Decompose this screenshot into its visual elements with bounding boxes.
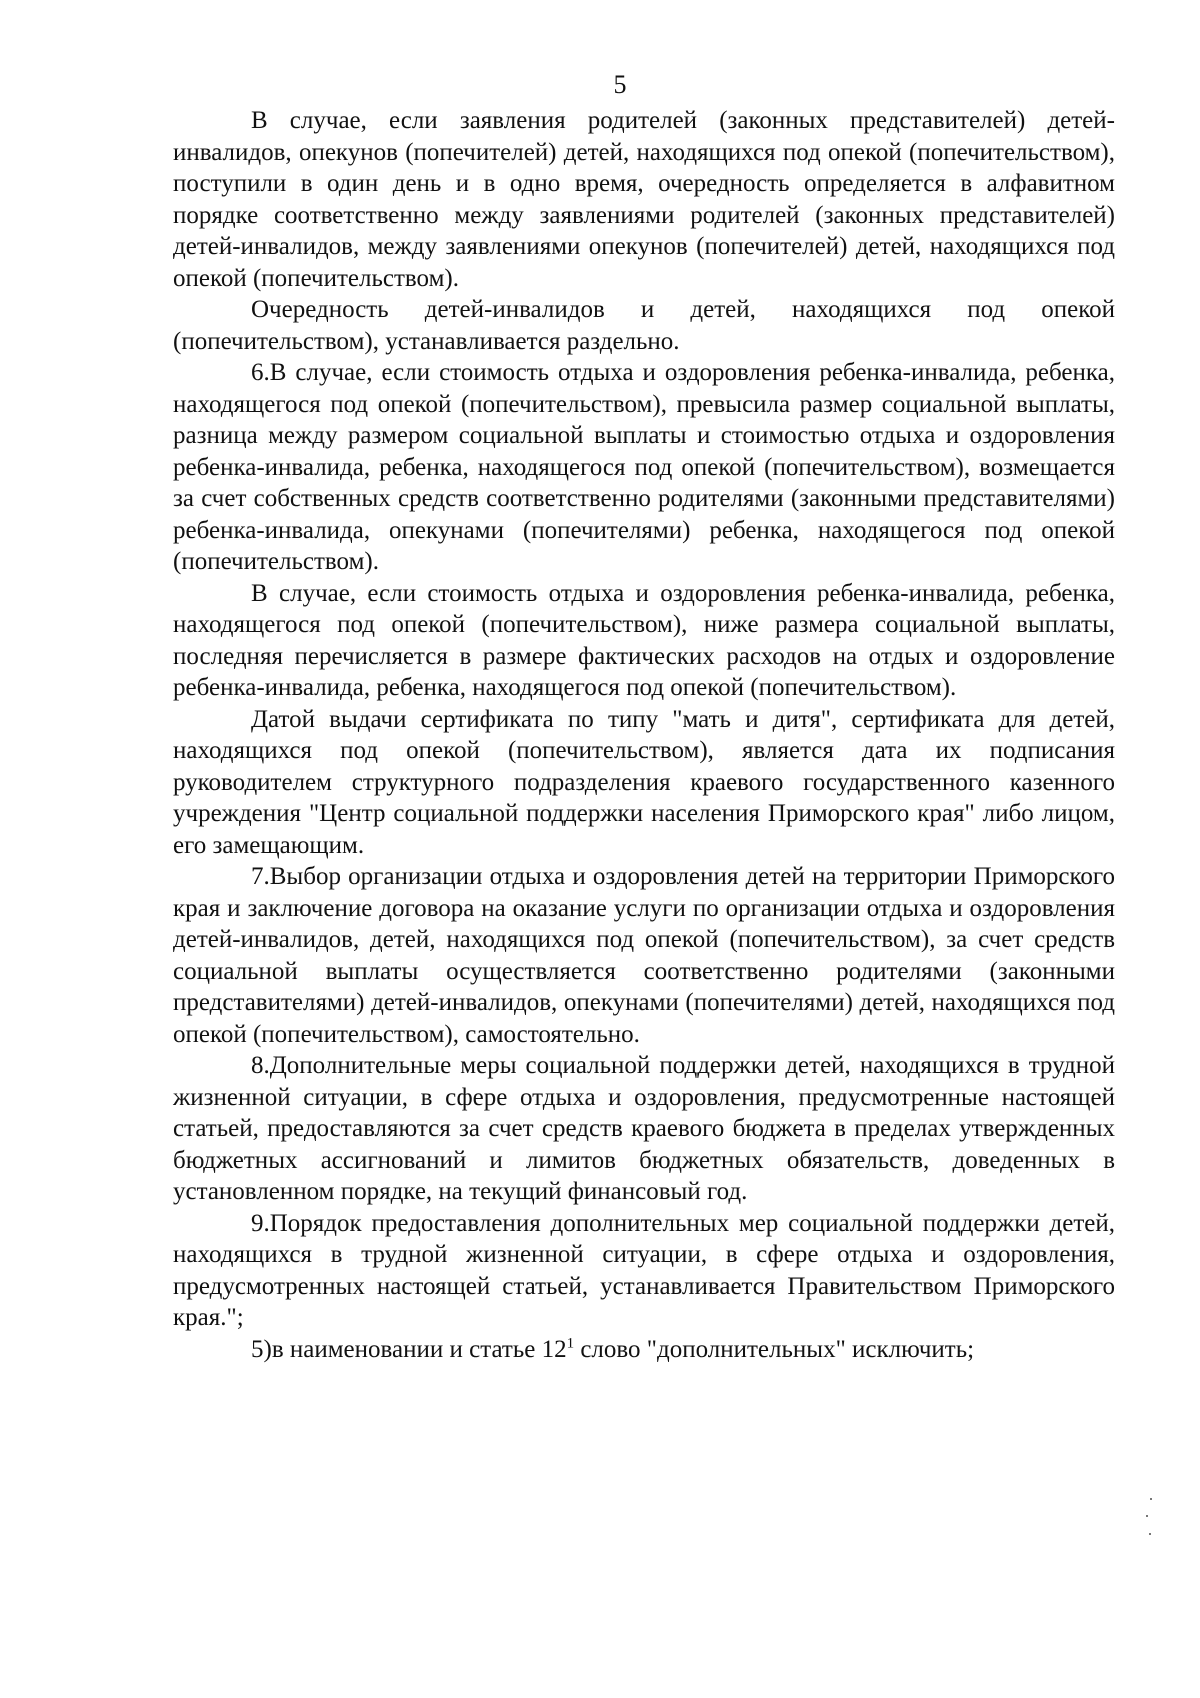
scan-speck bbox=[1150, 1498, 1152, 1500]
paragraph-item-7: 7.Выбор организации отдыха и оздоровления детей на территории Приморского края и заключение договора на оказание услуги по организации отдыха и оздоровления детей-инвалидов, детей, находящихся под опекой (попечительством), за счет средств социальной выплаты осуществляется соответственно родителями (законными представителями) детей-инвалидов, опекунами (попечителями) детей, находящихся под опекой (попечительством), самостоятельно. bbox=[173, 863, 1115, 1048]
paragraph-5: Датой выдачи сертификата по типу "мать и дитя", сертификата для детей, находящихся под опекой (попечительством), является дата их подписания руководителем структурного подразделения краевого государственного казенного учреждения "Центр социальной поддержки населения Приморского края" либо лицом, его замещающим. bbox=[173, 705, 1115, 859]
paragraph-item-9: 9.Порядок предоставления дополнительных мер социальной поддержки детей, находящихся в трудной жизненной ситуации, в сфере отдыха и оздоровления, предусмотренных настоящей статьей, устанавливается Правительством Приморского края."; bbox=[173, 1209, 1115, 1331]
paragraph-4: В случае, если стоимость отдыха и оздоровления ребенка-инвалида, ребенка, находящегося под опекой (попечительством), ниже размера социальной выплаты, последняя перечисляется в размере фактических расходов на отдых и оздоровление ребенка-инвалида, ребенка, находящегося под опекой (попечительством). bbox=[173, 579, 1115, 701]
page-number: 5 bbox=[613, 70, 627, 99]
scan-speck bbox=[1149, 1533, 1151, 1535]
paragraph-2: Очередность детей-инвалидов и детей, находящихся под опекой (попечительством), устанавливается раздельно. bbox=[173, 296, 1115, 355]
paragraph-item-8: 8.Дополнительные меры социальной поддержки детей, находящихся в трудной жизненной ситуации, в сфере отдыха и оздоровления, предусмотренные настоящей статьей, предоставляются за счет средств краевого бюджета в пределах утвержденных бюджетных ассигнований и лимитов бюджетных обязательств, доведенных в установленном порядке, на текущий финансовый год. bbox=[173, 1052, 1115, 1205]
scan-speck bbox=[1146, 1515, 1148, 1517]
paragraph-1: В случае, если заявления родителей (законных представителей) детей-инвалидов, опекунов (попечителей) детей, находящихся под опекой (попечительством), поступили в один день и в одно время, очередность определяется в алфавитном порядке соответственно между заявлениями родителей (законных представителей) детей-инвалидов, между заявлениями опекунов (попечителей) детей, находящихся под опекой (попечительством). bbox=[173, 107, 1115, 292]
amendment-text-after: слово "дополнительных" исключить; bbox=[574, 1335, 975, 1363]
document-body bbox=[173, 105, 1115, 1365]
article-superscript: 1 bbox=[566, 1335, 575, 1352]
paragraph-amendment-5 bbox=[173, 1334, 1115, 1366]
amendment-text-before: 5)в наименовании и статье 12 bbox=[251, 1335, 567, 1363]
paragraph-item-6: 6.В случае, если стоимость отдыха и оздоровления ребенка-инвалида, ребенка, находящегося под опекой (попечительством), превысила размер социальной выплаты, разница между размером социальной выплаты и стоимостью отдыха и оздоровления ребенка-инвалида, ребенка, находящегося под опекой (попечительством), возмещается за счет собственных средств соответственно родителями (законными представителями) ребенка-инвалида, опекунами (попечителями) ребенка, находящегося под опекой (попечительством). bbox=[173, 359, 1115, 575]
